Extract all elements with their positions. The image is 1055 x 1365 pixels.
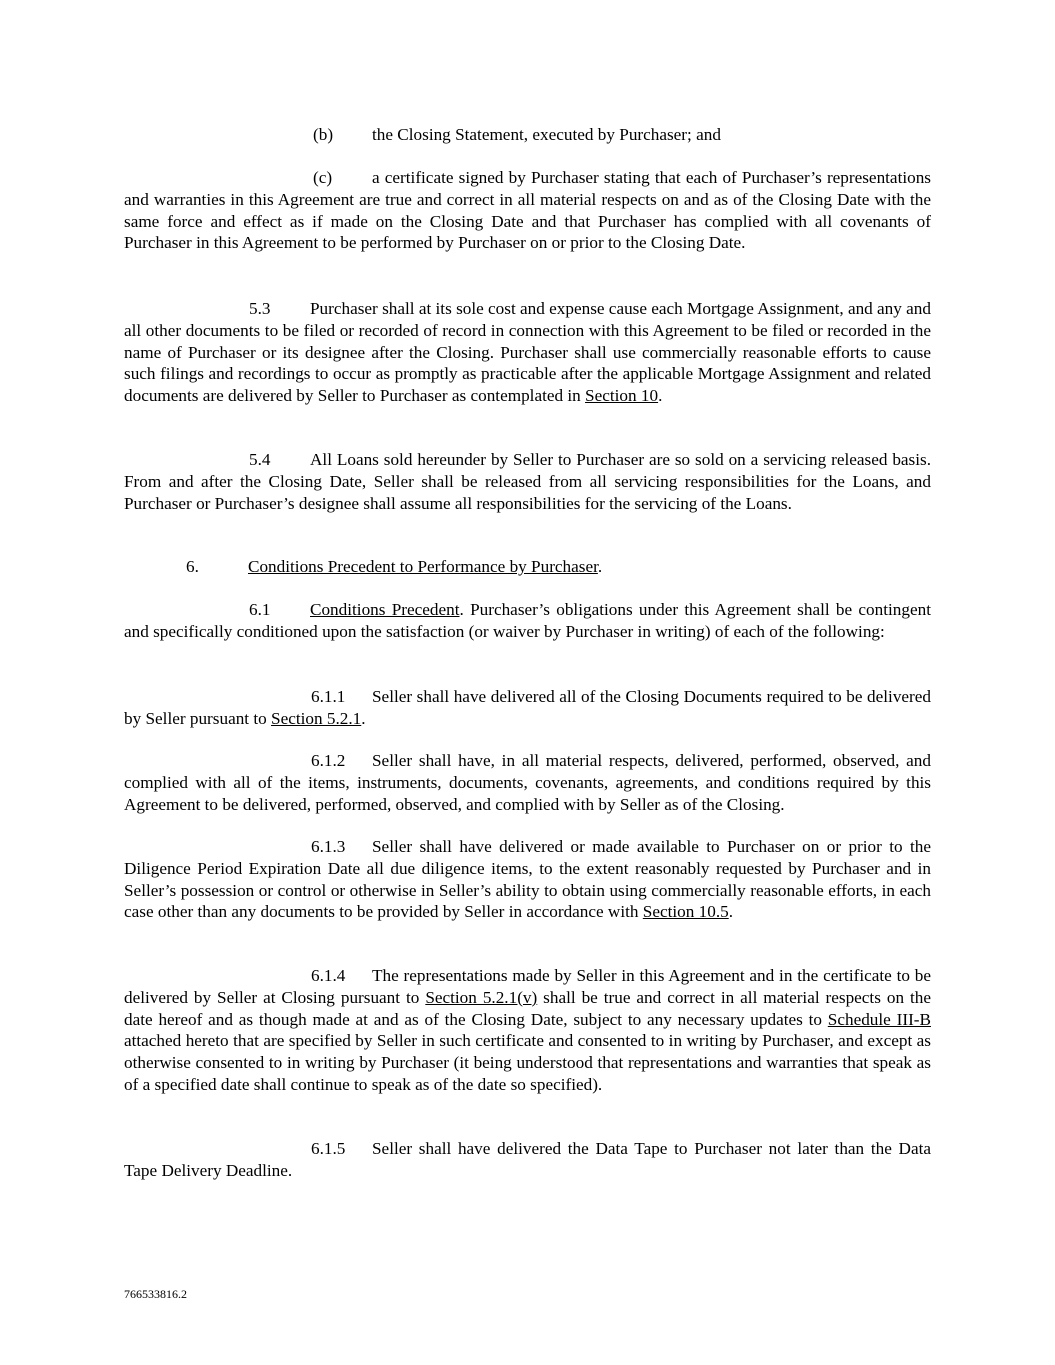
section-6-1-1-text: Seller shall have delivered all of the Closing Documents required to be delivered by Seller pursuant to xyxy=(124,687,931,728)
section-5-3-number: 5.3 xyxy=(249,299,271,318)
section-6-1-2-text: Seller shall have, in all material respects, delivered, performed, observed, and complied with all of the items, instruments, documents, covenants, agreements, and conditions required by this Agreement to be delivered, performed, observed, and complied with by Seller as of the Closing. xyxy=(124,751,931,814)
item-b xyxy=(124,124,931,146)
item-c-label: (c) xyxy=(313,168,333,187)
section-6-1-1-number: 6.1.1 xyxy=(311,687,346,706)
schedule-iii-b-reference[interactable]: Schedule III-B xyxy=(827,1009,931,1029)
item-c xyxy=(124,167,931,254)
section-6-heading: 6. Conditions Precedent to Performance by Purchaser. xyxy=(186,557,603,576)
section-6-1-title: Conditions Precedent xyxy=(310,600,460,619)
section-5-2-1-v-reference[interactable]: Section 5.2.1(v) xyxy=(425,987,538,1007)
section-5-4 xyxy=(124,449,931,514)
section-6-1-number: 6.1 xyxy=(249,600,271,619)
section-6-1-4-text-a: The representations made by Seller in this Agreement and in the certificate to be delivered by Seller at Closing pursuant to xyxy=(124,966,931,1007)
section-10-reference[interactable]: Section 10 xyxy=(585,386,659,406)
section-6-1-2 xyxy=(124,750,931,815)
section-6-1-text: . Purchaser’s obligations under this Agreement shall be contingent and specifically conditioned upon the satisfaction (or waiver by Purchaser in writing) of each of the following: xyxy=(124,600,931,641)
section-6-1 xyxy=(124,599,931,643)
section-6-1-5-number: 6.1.5 xyxy=(311,1139,346,1158)
section-5-3-text: Purchaser shall at its sole cost and expense cause each Mortgage Assignment, and any and all other documents to be filed or recorded of record in connection with this Agreement to be filed or recorded in the name of Purchaser or its designee after the Closing. Purchaser shall use commercially reasonable efforts to cause such filings and recordings to occur as promptly as practicable after the applicable Mortgage Assignment and related documents are delivered by Seller to Purchaser as contemplated in xyxy=(124,299,931,406)
section-6-title: Conditions Precedent to Performance by Purchaser xyxy=(248,557,598,576)
section-6-1-4 xyxy=(124,965,931,1096)
section-6-1-5-text: Seller shall have delivered the Data Tape to Purchaser not later than the Data Tape Delivery Deadline. xyxy=(124,1139,931,1180)
section-6-1-4-text-c: attached hereto that are specified by Seller in such certificate and consented to in writing by Purchaser, and except as otherwise consented to in writing by Purchaser (it being understood that representations and warranties that speak as of a specified date shall continue to speak as of the date so specified). xyxy=(124,1031,931,1094)
section-6-1-3: 6.1.3 Seller shall have delivered or made available to Purchaser on or prior to the Diligence Period Expiration Date all due diligence items, to the extent reasonably requested by Purchaser and in Seller’s possession or control or otherwise in Seller’s ability to obtain using commercially reasonable efforts, in each case other than any documents to be provided by Seller in accordance with Section 10.5. xyxy=(124,837,931,922)
section-5-3: 5.3 Purchaser shall at its sole cost and expense cause each Mortgage Assignment, and any and all other documents to be filed or recorded of record in connection with this Agreement to be filed or recorded in the name of Purchaser or its designee after the Closing. Purchaser shall use commercially reasonable efforts to cause such filings and recordings to occur as promptly as practicable after the applicable Mortgage Assignment and related documents are delivered by Seller to Purchaser as contemplated in Section 10. xyxy=(124,299,931,406)
section-6-1-4-text-b: shall be true and correct in all material respects on the date hereof and as though made at and as of the Closing Date, subject to any necessary updates to xyxy=(124,987,931,1029)
section-6-number: 6. xyxy=(186,557,199,576)
section-5-4-number: 5.4 xyxy=(249,450,271,469)
document-id-footer: 766533816.2 xyxy=(124,1287,187,1301)
section-6-1-4-number: 6.1.4 xyxy=(311,966,346,985)
section-5-4-text: All Loans sold hereunder by Seller to Purchaser are so sold on a servicing released basis. From and after the Closing Date, Seller shall be released from all servicing responsibilities for the Loans, and Purchaser or Purchaser’s designee shall assume all responsibilities for the servicing of the Loans. xyxy=(124,450,931,513)
section-10-5-reference[interactable]: Section 10.5 xyxy=(642,902,729,922)
item-b-label: (b) xyxy=(313,125,334,144)
item-b-text: the Closing Statement, executed by Purchaser; and xyxy=(372,125,721,144)
section-5-2-1-reference[interactable]: Section 5.2.1 xyxy=(271,708,362,728)
item-c-text: a certificate signed by Purchaser stating that each of Purchaser’s representations and warranties in this Agreement are true and correct in all material respects on and as of the Closing Date with the same force and effect as if made on the Closing Date and that Purchaser has complied with all covenants of Purchaser in this Agreement to be performed by Purchaser on or prior to the Closing Date. xyxy=(124,168,931,253)
section-6-1-1: 6.1.1 Seller shall have delivered all of the Closing Documents required to be delivered by Seller pursuant to Section 5.2.1. xyxy=(124,687,931,728)
section-6-1-3-number: 6.1.3 xyxy=(311,837,346,856)
section-6-1-5 xyxy=(124,1138,931,1182)
section-6-1-3-text: Seller shall have delivered or made available to Purchaser on or prior to the Diligence Period Expiration Date all due diligence items, to the extent reasonably requested by Purchaser and in Seller’s possession or control or otherwise in Seller’s ability to obtain using commercially reasonable efforts, in each case other than any documents to be provided by Seller in accordance with xyxy=(124,837,931,922)
section-6-1-2-number: 6.1.2 xyxy=(311,751,346,770)
